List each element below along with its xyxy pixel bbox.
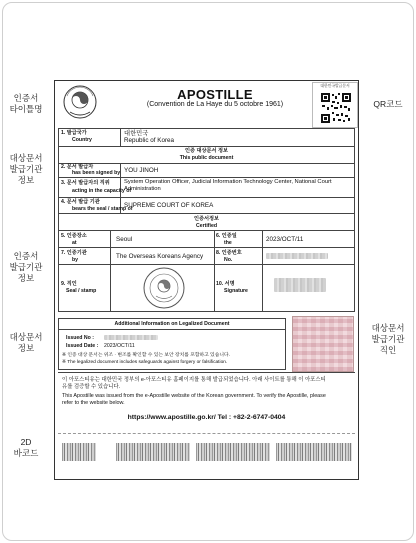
korea-emblem-icon [62,84,98,120]
stamp-label-ko: 9. 직인 [61,281,77,287]
label-line: 타이틀명 [9,104,43,114]
label-target-doc-seal [366,323,410,356]
barcode-2d-segment [116,443,190,461]
cert-number-label-en: No. [224,257,233,263]
divider [58,177,355,178]
divider [214,230,215,312]
label-target-doc-info [8,153,44,186]
issued-no-label: Issued No : [66,335,94,341]
footer-en-line-2: refer to the website below. [62,400,125,406]
cert-number-label-ko: 8. 인증번호 [216,250,242,256]
divider [58,372,355,373]
label-line: 대상문서 [9,332,43,342]
label-line: 바코드 [13,448,39,458]
country-label-en: Country [72,137,92,143]
divider [58,197,355,198]
label-line: 발급기관 [9,262,43,272]
label-line: 발급기관 [9,164,43,174]
seal-label-ko: 4. 문서 발급 기관 [61,199,100,205]
verification-website-link[interactable]: https://www.apostille.go.kr/ Tel : +82-2-6747-0404 [127,414,286,421]
certified-heading-ko: 인증서정보 [193,216,220,222]
label-line: 대상문서 [9,153,43,163]
authority-label-ko: 7. 인증기관 [61,250,87,256]
label-line: 정보 [17,343,35,353]
additional-info-heading: Additional Information on Legalized Document [114,321,230,327]
signer-value: YOU JINOH [124,167,159,174]
barcode-2d-segment [62,443,96,461]
divider [58,433,355,434]
label-line: 정보 [17,273,35,283]
divider [262,230,263,312]
divider [110,230,111,312]
date-label-en: the [224,240,232,246]
public-doc-heading-ko: 인증 대상문서 정보 [185,148,228,154]
certified-heading-en: Certified [195,223,218,229]
issued-date-label: Issued Date : [66,343,99,349]
signer-label-en: has been signed by [72,170,121,176]
label-line: 직인 [379,345,397,355]
label-line: 인증서 [13,93,39,103]
divider [58,329,286,330]
note-ko: ※ 인증 대상 문서는 위조 · 변조를 확인할 수 있는 보안 장치를 포함하고 있습니다. [62,353,230,358]
authority-value: The Overseas Koreans Agency [116,253,204,260]
public-doc-heading-en: This public document [179,155,234,161]
date-label-ko: 6. 인증일 [216,233,237,239]
signer-label-ko: 2. 문서 발급자 [61,164,94,170]
place-label-en: at [72,240,77,246]
signature-redacted [274,278,326,292]
apostille-subtitle: (Convention de La Haye du 5 octobre 1961) [146,101,284,108]
capacity-label-ko: 3. 문서 발급자의 직위 [61,180,110,186]
capacity-label-en: acting in the capacity of [72,188,132,194]
divider [120,128,121,146]
qr-caption: 대한민국발급문서 [320,84,350,88]
footer-ko-line-2: 유를 검증할 수 있습니다. [62,384,121,390]
date-value: 2023/OCT/11 [266,236,304,243]
capacity-value: System Operation Officer, Judicial Information Technology Center, National Court Administration [124,179,332,192]
label-line: 대상문서 [371,323,405,333]
seal-label-en: bears the seal / stamp of [72,206,133,212]
issuer-stamp-redacted [292,316,354,372]
stamp-label-en: Seal / stamp [66,288,97,294]
label-line: 인증서 [13,251,39,261]
label-line: 발급기관 [371,334,405,344]
issued-date-value: 2023/OCT/11 [104,343,135,349]
place-label-ko: 5. 인증장소 [61,233,87,239]
divider [58,230,355,231]
signature-label-en: Signature [224,288,248,294]
label-line: 2D [20,437,32,447]
divider [58,146,355,147]
label-line: 정보 [17,175,35,185]
place-value: Seoul [116,236,133,243]
divider [58,163,355,164]
divider [58,247,355,248]
barcode-2d-segment [276,443,352,461]
label-qr-code: QR코드 [373,99,403,109]
label-apostille-title [8,93,44,115]
issued-no-redacted [104,335,158,340]
apostille-title: APOSTILLE [177,87,253,102]
country-label-ko: 1. 발급국가 [61,130,87,136]
seal-value: SUPREME COURT OF KOREA [124,202,214,209]
authority-label-en: by [72,257,79,263]
footer-ko-line-1: 이 아포스티유는 대한민국 정부의 e-아포스티유 홈페이지를 통해 발급되었습니다. 아래 사이트를 통해 이 아포스티 [62,377,326,383]
agency-seal-icon [142,266,186,310]
country-value-en: Republic of Korea [124,137,175,144]
cert-number-redacted [266,253,328,259]
note-en: ※ The legalized document includes safeguards against forgery or falsification. [62,360,228,365]
barcode-2d-segment [196,443,270,461]
qr-code-icon[interactable] [320,92,352,124]
country-value-ko: 대한민국 [124,130,149,137]
label-target-doc-info-2 [8,332,44,354]
signature-label-ko: 10. 서명 [216,281,235,287]
footer-en-line-1: This Apostille was issued from the e-Apostille website of the Korean government. To verify the Apostille, please [62,393,326,399]
label-2d-barcode [8,437,44,459]
label-cert-agency-info [8,251,44,284]
divider [58,264,355,265]
